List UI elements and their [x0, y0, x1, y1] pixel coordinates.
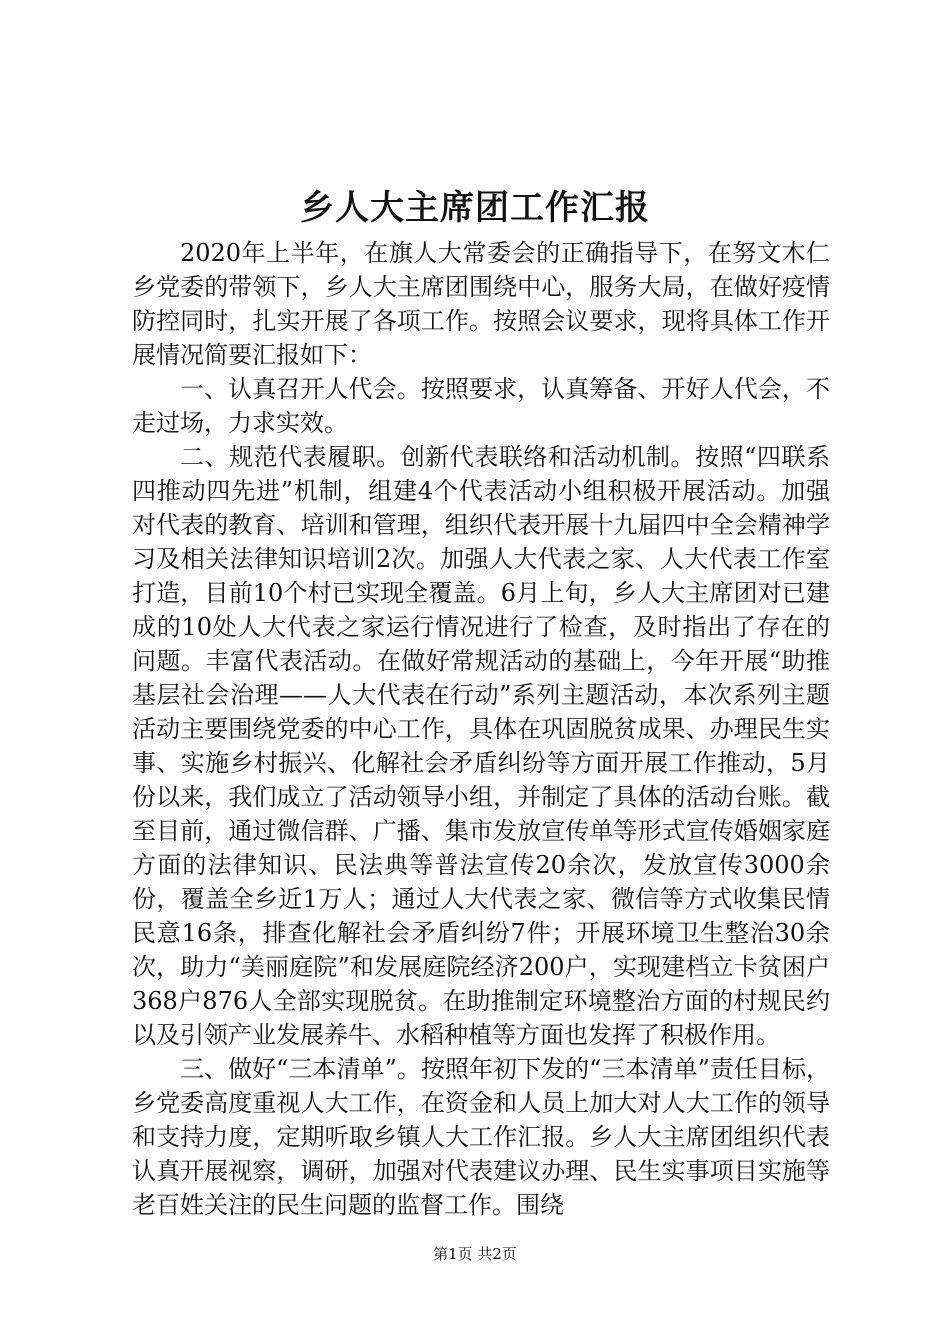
paragraph-section-3: 三、做好“三本清单”。按照年初下发的“三本清单”责任目标，乡党委高度重视人大工作，在资金和人员上加大对人大工作的领导和支持力度，定期听取乡镇人大工作汇报。乡人大主席团组织代表认真开展视察，调研，加强对代表建议办理、民生实事项目实施等老百姓关注的民生问题的监督工作。围绕: [132, 1055, 830, 1219]
page-number-footer: 第1页 共2页: [433, 1245, 517, 1263]
document-title: 乡人大主席团工作汇报: [300, 188, 650, 228]
paragraph-intro: 2020年上半年，在旗人大常委会的正确指导下，在努文木仁乡党委的带领下，乡人大主席团围绕中心，服务大局，在做好疫情防控同时，扎实开展了各项工作。按照会议要求，现将具体工作开展情况简要汇报如下：: [132, 239, 830, 369]
paragraph-section-2: 二、规范代表履职。创新代表联络和活动机制。按照“四联系四推动四先进”机制，组建4个代表活动小组积极开展活动。加强对代表的教育、培训和管理，组织代表开展十九届四中全会精神学习及相关法律知识培训2次。加强人大代表之家、人大代表工作室打造，目前10个村已实现全覆盖。6月上旬，乡人大主席团对已建成的10处人大代表之家运行情况进行了检查，及时指出了存在的问题。丰富代表活动。在做好常规活动的基础上，今年开展“助推基层社会治理——人大代表在行动”系列主题活动，本次系列主题活动主要围绕党委的中心工作，具体在巩固脱贫成果、办理民生实事、实施乡村振兴、化解社会矛盾纠纷等方面开展工作推动，5月份以来，我们成立了活动领导小组，并制定了具体的活动台账。截至目前，通过微信群、广播、集市发放宣传单等形式宣传婚姻家庭方面的法律知识、民法典等普法宣传20余次，发放宣传3000余份，覆盖全乡近1万人；通过人大代表之家、微信等方式收集民情民意16条，排查化解社会矛盾纠纷7件；开展环境卫生整治30余次，助力“美丽庭院”和发展庭院经济200户，实现建档立卡贫困户368户876人全部实现脱贫。在助推制定环境整治方面的村规民约以及引领产业发展养牛、水稻种植等方面也发挥了积极作用。: [132, 443, 830, 1049]
paragraph-section-1: 一、认真召开人代会。按照要求，认真筹备、开好人代会，不走过场，力求实效。: [132, 375, 830, 437]
document-body: [132, 236, 830, 1222]
